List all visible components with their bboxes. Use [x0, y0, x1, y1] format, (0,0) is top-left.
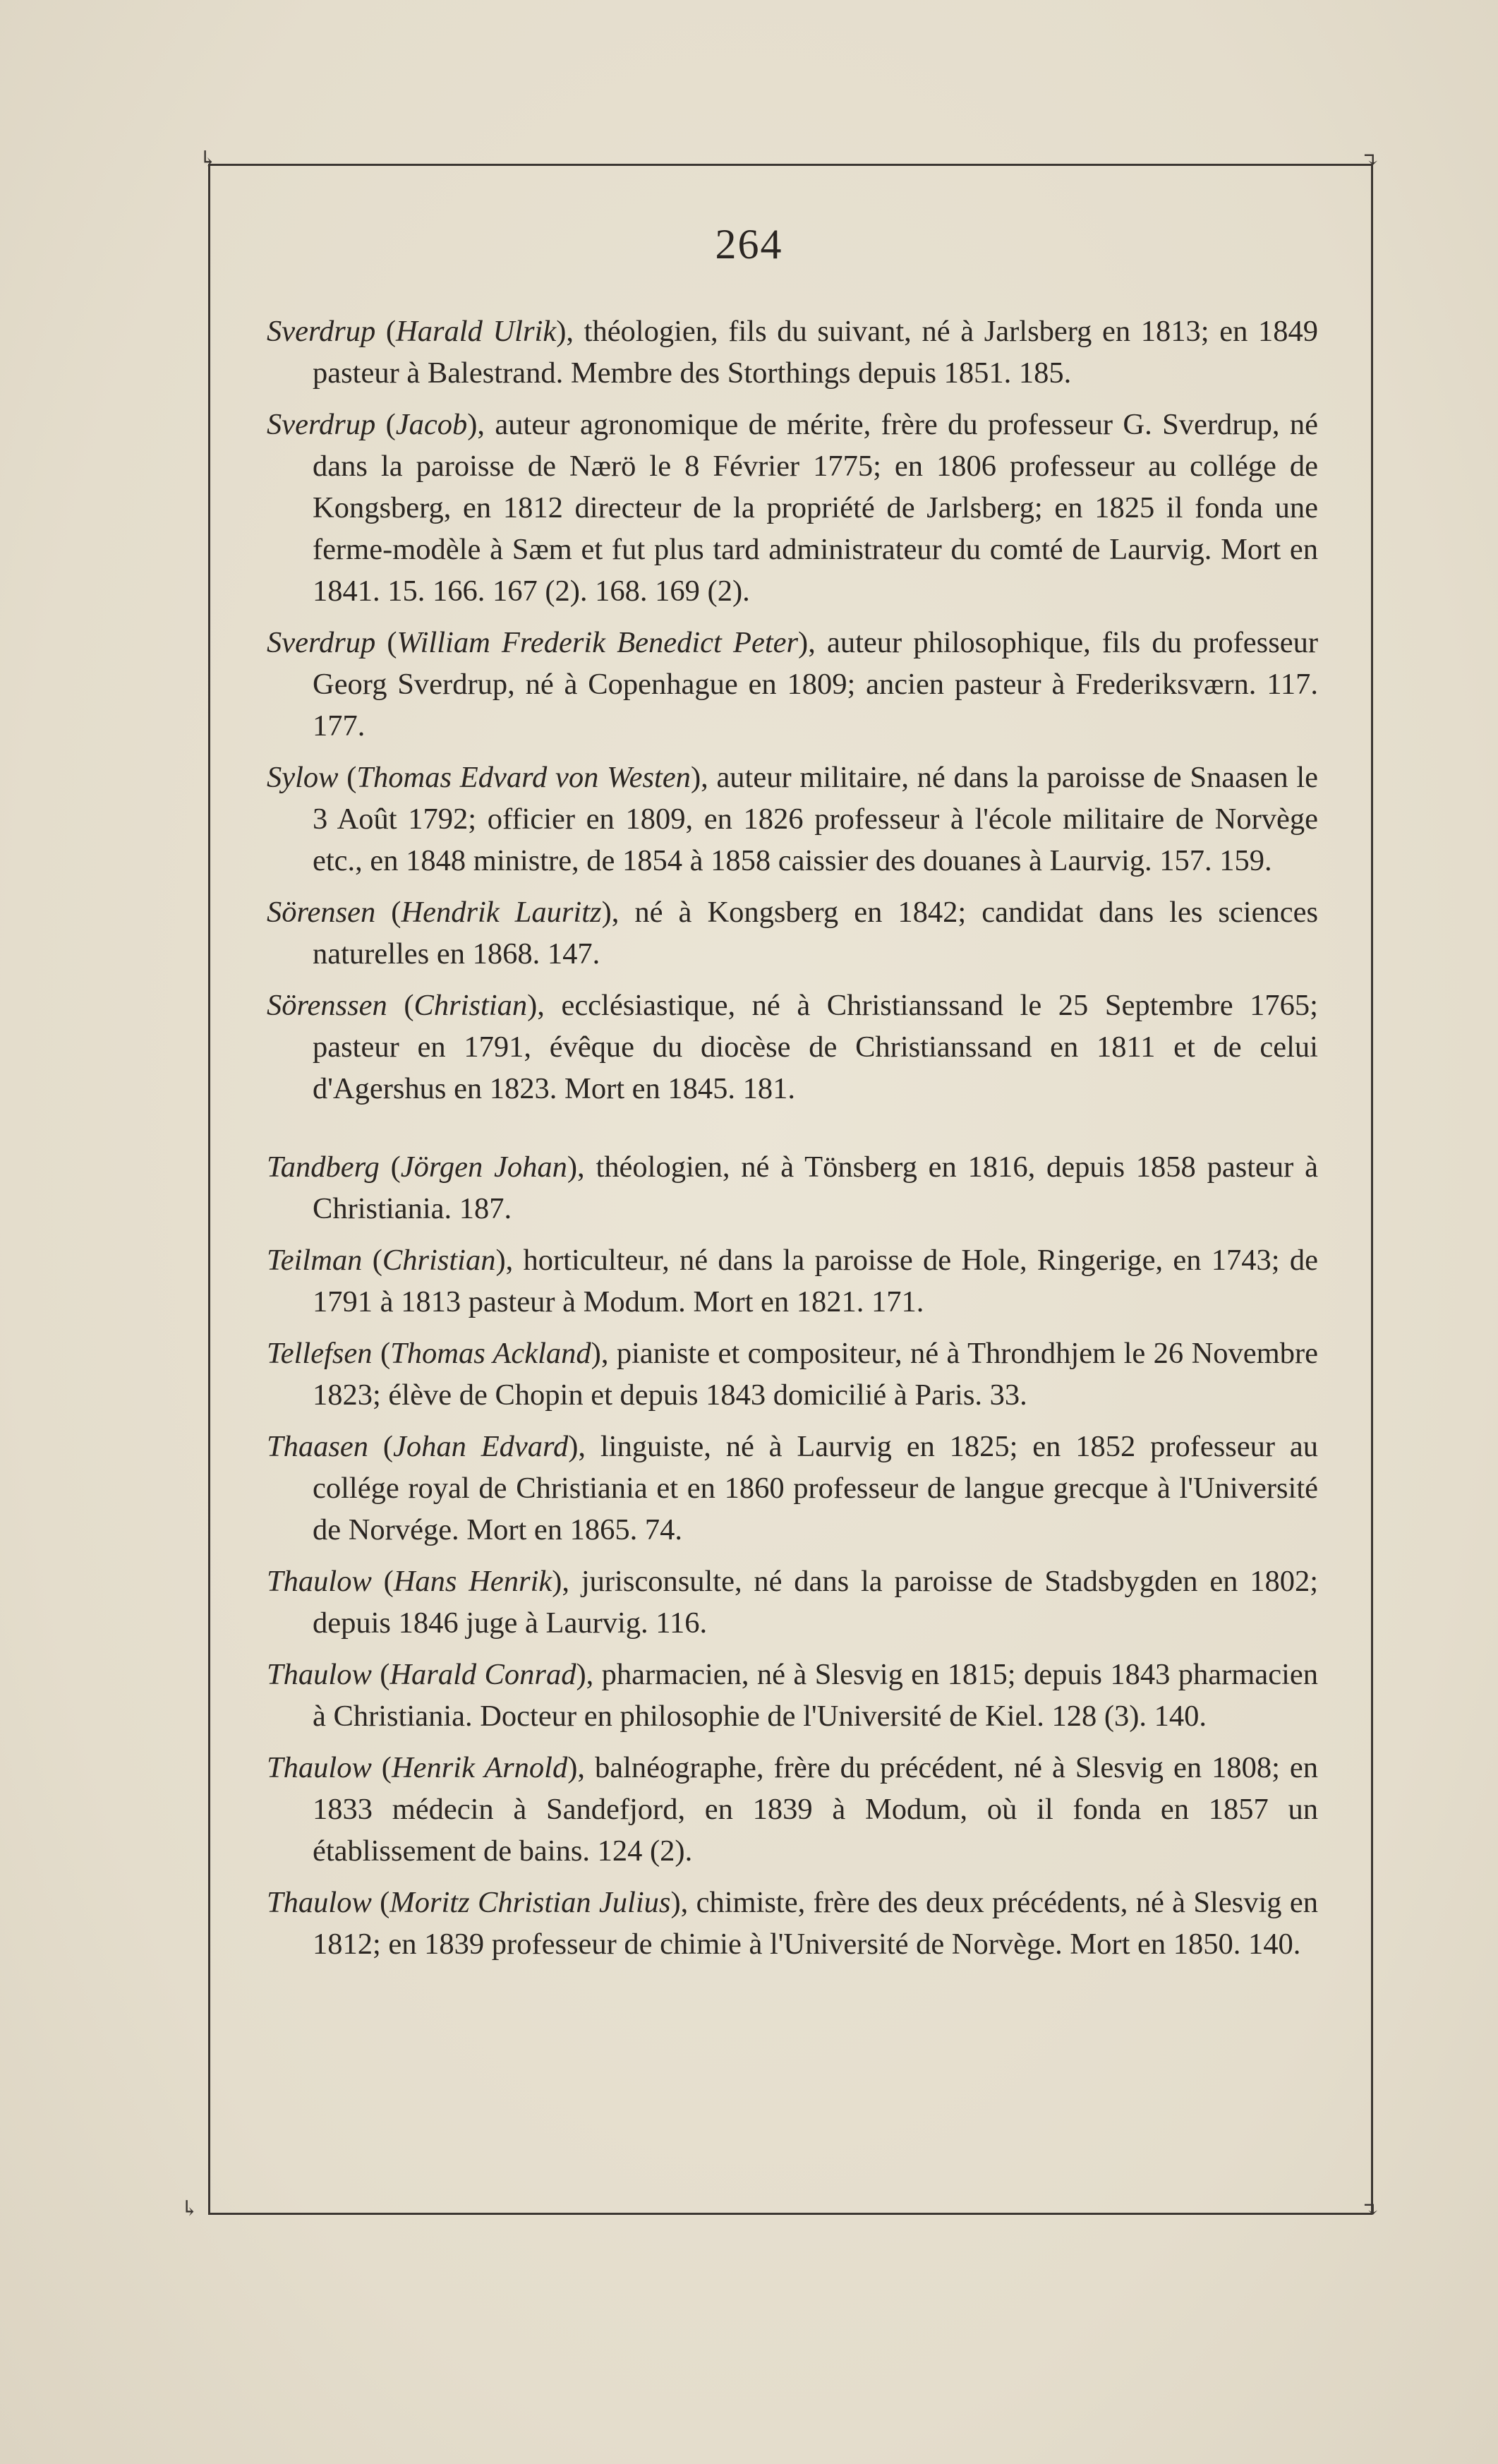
entry-text: , auteur militaire, né dans la paroisse de Snaasen le 3 Août 1792; officier en 1809, en 1826 professeur à l'école militaire de Norvège etc., en 1848 ministre, de 1854 à 1858 caissier des douanes à Laurvig. 157. 159.: [313, 761, 1319, 877]
entry-text: , théologien, né à Tönsberg en 1816, depuis 1858 pasteur à Christiania. 187.: [313, 1150, 1318, 1225]
entry-surname: Teilman: [267, 1244, 363, 1277]
entry-thaulow-hans: Thaulow (Hans Henrik), jurisconsulte, né dans la paroisse de Stadsbygden en 1802; depuis 1846 juge à Laurvig. 116.: [267, 1565, 1319, 1640]
entry-text: , pharmacien, né à Slesvig en 1815; depuis 1843 pharmacien à Christiania. Docteur en philosophie de l'Université de Kiel. 128 (3). 140.: [313, 1658, 1318, 1733]
entry-surname: Thaulow: [267, 1886, 372, 1919]
entry-surname: Sörenssen: [267, 989, 387, 1022]
entry-sverdrup-jacob: Sverdrup (Jacob), auteur agronomique de mérite, frère du professeur G. Sverdrup, né dans la paroisse de Nærö le 8 Février 1775; en 1806 professeur au collége de Kongsberg, en 1812 directeur de la propriété de Jarlsberg; en 1825 il fonda une ferme-modèle à Sæm et fut plus tard administrateur du comté de Laurvig. Mort en 1841. 15. 166. 167 (2). 168. 169 (2).: [267, 408, 1318, 608]
page-number: 264: [715, 221, 783, 268]
entry-sylow-thomas: Sylow (Thomas Edvard von Westen), auteur militaire, né dans la paroisse de Snaasen le 3 Août 1792; officier en 1809, en 1826 professeur à l'école militaire de Norvège etc., en 1848 ministre, de 1854 à 1858 caissier des douanes à Laurvig. 157. 159.: [267, 761, 1319, 877]
entry-sorenssen-christian: Sörenssen (Christian), ecclésiastique, né à Christianssand le 25 Septembre 1765; pasteur en 1791, évêque du diocèse de Christianssand en 1811 et de celui d'Agershus en 1823. Mort en 1845. 181.: [267, 989, 1318, 1105]
entry-surname: Sverdrup: [267, 315, 376, 348]
entry-text: , horticulteur, né dans la paroisse de Hole, Ringerige, en 1743; de 1791 à 1813 pasteur à Modum. Mort en 1821. 171.: [313, 1244, 1319, 1318]
entry-given-names: Moritz Christian Julius: [389, 1886, 671, 1919]
entry-text: , jurisconsulte, né dans la paroisse de Stadsbygden en 1802; depuis 1846 juge à Laurvig. 116.: [313, 1565, 1319, 1640]
entry-text: , linguiste, né à Laurvig en 1825; en 1852 professeur au collége royal de Christiania et en 1860 professeur de langue grecque à l'Université de Norvége. Mort en 1865. 74.: [313, 1430, 1318, 1546]
entry-given-names: Christian: [382, 1244, 496, 1277]
bottom-right-corner-ornament: ↴: [1362, 2198, 1380, 2223]
entry-given-names: Jacob: [395, 408, 468, 441]
entry-thaulow-harald: Thaulow (Harald Conrad), pharmacien, né à Slesvig en 1815; depuis 1843 pharmacien à Christiania. Docteur en philosophie de l'Université de Kiel. 128 (3). 140.: [267, 1658, 1318, 1733]
entry-given-names: William Frederik Benedict Peter: [397, 626, 799, 659]
entry-text: , auteur philosophique, fils du professeur Georg Sverdrup, né à Copenhague en 1809; ancien pasteur à Frederiksværn. 117. 177.: [313, 626, 1319, 743]
entry-thaasen-johan: Thaasen (Johan Edvard), linguiste, né à Laurvig en 1825; en 1852 professeur au collége royal de Christiania et en 1860 professeur de langue grecque à l'Université de Norvége. Mort en 1865. 74.: [267, 1430, 1318, 1546]
biographical-entries: [267, 311, 1318, 1975]
entry-given-names: Thomas Edvard von Westen: [356, 761, 691, 794]
entry-surname: Sverdrup: [267, 626, 376, 659]
entry-tellefsen-thomas: Tellefsen (Thomas Ackland), pianiste et compositeur, né à Throndhjem le 26 Novembre 1823; élève de Chopin et depuis 1843 domicilié à Paris. 33.: [267, 1337, 1318, 1412]
entry-given-names: Christian: [413, 989, 528, 1022]
entry-given-names: Jörgen Johan: [400, 1150, 567, 1184]
top-left-corner-ornament: ↳: [199, 147, 217, 172]
top-right-corner-ornament: ↴: [1362, 148, 1380, 173]
entry-given-names: Henrik Arnold: [391, 1751, 568, 1784]
entry-text: , auteur agronomique de mérite, frère du professeur G. Sverdrup, né dans la paroisse de Nærö le 8 Février 1775; en 1806 professeur au collége de Kongsberg, en 1812 directeur de la propriété de Jarlsberg; en 1825 il fonda une ferme-modèle à Sæm et fut plus tard administrateur du comté de Laurvig. Mort en 1841. 15. 166. 167 (2). 168. 169 (2).: [313, 408, 1318, 608]
bottom-left-corner-ornament: ↳: [181, 2196, 199, 2221]
left-border-rule: [208, 164, 210, 2214]
entry-surname: Tandberg: [267, 1150, 380, 1184]
entry-thaulow-moritz: Thaulow (Moritz Christian Julius), chimiste, frère des deux précédents, né à Slesvig en 1812; en 1839 professeur de chimie à l'Université de Norvège. Mort en 1850. 140.: [267, 1886, 1318, 1961]
entry-teilman-christian: Teilman (Christian), horticulteur, né dans la paroisse de Hole, Ringerige, en 1743; de 1791 à 1813 pasteur à Modum. Mort en 1821. 171.: [267, 1244, 1319, 1318]
entry-tandberg-jorgen: Tandberg (Jörgen Johan), théologien, né à Tönsberg en 1816, depuis 1858 pasteur à Christiania. 187.: [267, 1150, 1318, 1225]
entry-given-names: Thomas Ackland: [390, 1337, 591, 1370]
entry-given-names: Johan Edvard: [393, 1430, 569, 1463]
entry-text: , pianiste et compositeur, né à Throndhjem le 26 Novembre 1823; élève de Chopin et depuis 1843 domicilié à Paris. 33.: [313, 1337, 1318, 1412]
entry-text: , né à Kongsberg en 1842; candidat dans les sciences naturelles en 1868. 147.: [313, 896, 1318, 970]
entry-sorensen-hendrik: Sörensen (Hendrik Lauritz), né à Kongsberg en 1842; candidat dans les sciences naturelles en 1868. 147.: [267, 896, 1318, 970]
right-border-rule: [1371, 164, 1373, 2214]
entry-given-names: Harald Conrad: [389, 1658, 576, 1691]
entry-text: , chimiste, frère des deux précédents, né à Slesvig en 1812; en 1839 professeur de chimie à l'Université de Norvège. Mort en 1850. 140.: [313, 1886, 1318, 1961]
entry-given-names: Hans Henrik: [393, 1565, 552, 1598]
entry-surname: Sylow: [267, 761, 339, 794]
entry-sverdrup-harald: Sverdrup (Harald Ulrik), théologien, fils du suivant, né à Jarlsberg en 1813; en 1849 pasteur à Balestrand. Membre des Storthings depuis 1851. 185.: [267, 315, 1319, 390]
entry-thaulow-henrik: Thaulow (Henrik Arnold), balnéographe, frère du précédent, né à Slesvig en 1808; en 1833 médecin à Sandefjord, en 1839 à Modum, où il fonda en 1857 un établissement de bains. 124 (2).: [267, 1751, 1319, 1868]
entry-surname: Thaulow: [267, 1658, 372, 1691]
entry-sverdrup-william: Sverdrup (William Frederik Benedict Peter), auteur philosophique, fils du professeur Georg Sverdrup, né à Copenhague en 1809; ancien pasteur à Frederiksværn. 117. 177.: [267, 626, 1319, 743]
entry-given-names: Hendrik Lauritz: [401, 896, 602, 929]
entry-surname: Sverdrup: [267, 408, 376, 441]
entry-surname: Tellefsen: [267, 1337, 373, 1370]
entry-given-names: Harald Ulrik: [396, 315, 557, 348]
bottom-border-rule: [208, 2213, 1372, 2215]
entry-text: , ecclésiastique, né à Christianssand le 25 Septembre 1765; pasteur en 1791, évêque du diocèse de Christianssand en 1811 et de celui d'Agershus en 1823. Mort en 1845. 181.: [313, 989, 1318, 1105]
entry-surname: Thaulow: [267, 1751, 372, 1784]
entry-surname: Thaulow: [267, 1565, 372, 1598]
entry-text: , théologien, fils du suivant, né à Jarlsberg en 1813; en 1849 pasteur à Balestrand. Membre des Storthings depuis 1851. 185.: [313, 315, 1319, 390]
top-border-rule: [208, 164, 1372, 166]
entry-surname: Thaasen: [267, 1430, 369, 1463]
entry-text: , balnéographe, frère du précédent, né à Slesvig en 1808; en 1833 médecin à Sandefjord, en 1839 à Modum, où il fonda en 1857 un établissement de bains. 124 (2).: [313, 1751, 1319, 1868]
entry-surname: Sörensen: [267, 896, 376, 929]
